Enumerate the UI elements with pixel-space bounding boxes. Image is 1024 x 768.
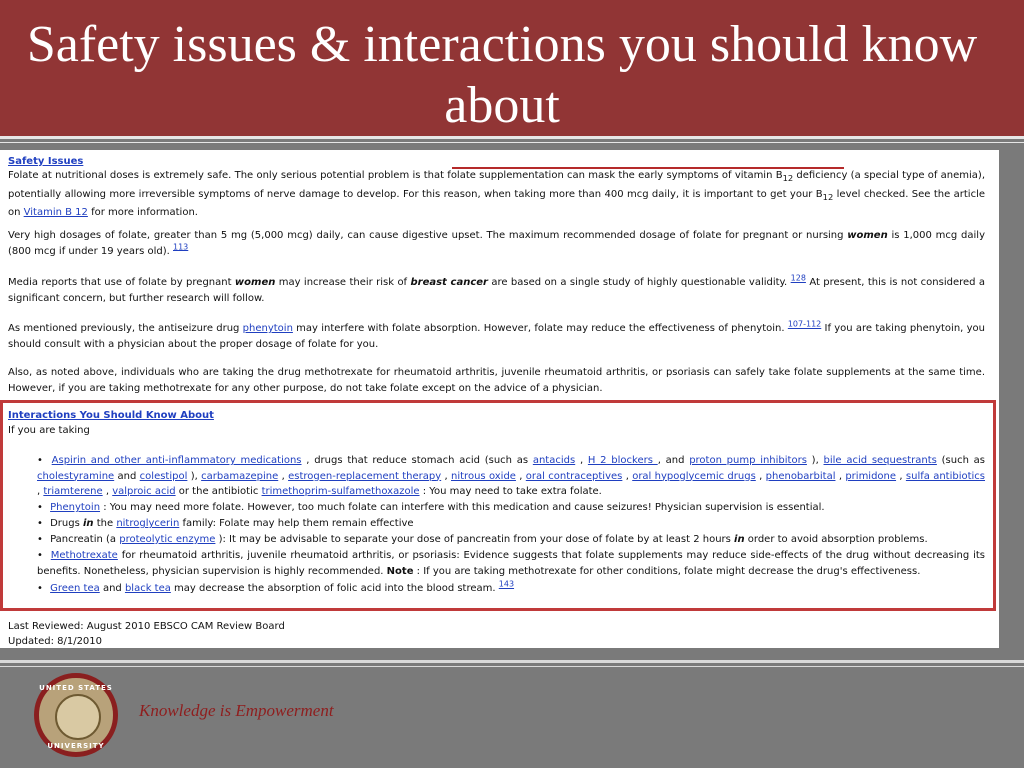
safety-paragraph-3: Media reports that use of folate by pregnant women may increase their risk of breast cancer are based on a single study of highly questionable validity. $^{128}$ At present, this is not considered a significant concern, but further research will follow.	[8, 273, 986, 304]
safety-paragraph-1: Folate at nutritional doses is extremely safe. The only serious potential problem is that folate supplementation can mask the early symptoms of vitamin $B_{12}$ deficiency (a special type of anemia), potentially allowing more irreversible symptoms of nerve damage to develop. For this reason, when taking more than 400 mcg daily, it is important to get your $B_{12}$ level checked. See the article on Vitamin B 12 for more information.	[8, 170, 985, 218]
sulfa-antibiotics-link[interactable]: sulfa antibiotics	[905, 470, 986, 482]
cholestyramine-link[interactable]: cholestyramine	[37, 470, 115, 482]
interaction-item-5: • Methotrexate for rheumatoid arthritis, juvenile rheumatoid arthritis, or psoriasis: Evidence suggests that folate supplements may reduce side-effects of the drug without decreasing its benefits. Nonetheless, physician supervision is highly recommended. Note : If you are taking methotrexate for other conditions, folate might decrease the drug's effectiveness.	[37, 548, 985, 579]
safety-paragraph-5: Also, as noted above, individuals who are taking the drug methotrexate for rheumatoid arthritis, juvenile rheumatoid arthritis, or psoriasis can safely take folate supplements at the same time. However, if you are taking methotrexate for any other purpose, do not take folate except on the advice of a physician.	[8, 367, 985, 394]
nitrous-oxide-link[interactable]: nitrous oxide	[451, 470, 516, 482]
bile-acid-sequestrants-link[interactable]: bile acid sequestrants	[823, 455, 937, 466]
seal-emblem-icon	[55, 694, 101, 740]
safety-paragraph-2: Very high dosages of folate, greater than 5 mg (5,000 mcg) daily, can cause digestive upset. The maximum recommended dosage of folate for pregnant or nursing women is 1,000 mcg daily (800 mcg if under 19 years old). $^{113}$	[8, 230, 985, 257]
green-tea-link[interactable]: Green tea	[50, 583, 100, 594]
phenytoin-item-link[interactable]: Phenytoin	[50, 502, 101, 513]
tagline: Knowledge is Empowerment	[139, 701, 334, 720]
oral-contraceptives-link[interactable]: oral contraceptives	[525, 470, 623, 482]
reference-107-112[interactable]: 107-112	[787, 319, 822, 329]
antacids-link[interactable]: antacids	[532, 455, 576, 466]
reference-128[interactable]: 128	[790, 273, 806, 283]
tmp-smx-link[interactable]: trimethoprim-sulfamethoxazole	[261, 486, 420, 497]
footer-divider	[0, 660, 1024, 663]
phenytoin-link[interactable]: phenytoin	[242, 323, 293, 334]
estrogen-therapy-link[interactable]: estrogen-replacement therapy	[288, 470, 442, 482]
interactions-heading[interactable]: Interactions You Should Know About	[8, 410, 214, 421]
safety-heading[interactable]: Safety Issues	[8, 156, 84, 167]
footer-divider-thin	[0, 666, 1024, 667]
primidone-link[interactable]: primidone	[845, 470, 897, 482]
nitroglycerin-link[interactable]: nitroglycerin	[116, 518, 180, 529]
reference-113[interactable]: 113	[173, 242, 189, 252]
proton-pump-inhibitors-link[interactable]: proton pump inhibitors	[689, 455, 807, 466]
triamterene-link[interactable]: triamterene	[43, 486, 103, 497]
article-screenshot	[0, 150, 999, 648]
carbamazepine-link[interactable]: carbamazepine	[201, 470, 279, 482]
methotrexate-link[interactable]: Methotrexate	[50, 550, 118, 561]
reference-143[interactable]: 143	[498, 579, 515, 589]
black-tea-link[interactable]: black tea	[124, 583, 171, 594]
interaction-item-6: • Green tea and black tea may decrease the absorption of folic acid into the blood stream. $^{143}$	[37, 581, 985, 597]
colestipol-link[interactable]: colestipol	[139, 470, 188, 482]
title-divider-thin	[0, 142, 1024, 143]
interaction-item-4: • Pancreatin (a proteolytic enzyme ): It may be advisable to separate your dose of pancreatin from your dose of folate by at least 2 hours in order to avoid absorption problems.	[37, 532, 985, 548]
university-seal-logo: UNITED STATES UNIVERSITY	[34, 673, 118, 757]
interaction-item-2: • Phenytoin : You may need more folate. However, too much folate can interfere with this medication and cause seizures! Physician supervision is essential.	[37, 500, 985, 516]
h2-blockers-link[interactable]: H 2 blockers	[587, 455, 658, 466]
updated-date: Updated: 8/1/2010	[8, 636, 103, 647]
safety-paragraph-4: As mentioned previously, the antiseizure drug phenytoin may interfere with folate absorption. However, folate may reduce the effectiveness of phenytoin. $^{107-112}$ If you are taking phenytoin, you should consult with a physician about the proper dosage of folate for you.	[8, 319, 985, 350]
interactions-intro: If you are taking	[8, 425, 90, 436]
proteolytic-enzyme-link[interactable]: proteolytic enzyme	[119, 534, 216, 545]
valproic-acid-link[interactable]: valproic acid	[112, 486, 176, 497]
page-title: Safety issues & interactions you should know about	[26, 16, 978, 134]
title-divider	[0, 136, 1024, 139]
vitamin-b12-link[interactable]: Vitamin B 12	[23, 207, 88, 218]
last-reviewed: Last Reviewed: August 2010 EBSCO CAM Review Board	[8, 621, 285, 632]
phenobarbital-link[interactable]: phenobarbital	[765, 470, 836, 482]
interaction-item-1: • Aspirin and other anti-inflammatory medications , drugs that reduce stomach acid (such as antacids , H 2 blockers , and proton pump inhibitors ), bile acid sequestrants (such as cholestyramine and colestipol ), carbamazepine , estrogen-replacement therapy , nitrous oxide , oral contraceptives , oral hypoglycemic drugs , phenobarbital , primidone , sulfa antibiotics , triamterene , valproic acid or the antibiotic trimethoprim-sulfamethoxazole : You may need to take extra folate.	[37, 453, 985, 500]
aspirin-link[interactable]: Aspirin and other anti-inflammatory medications	[51, 455, 302, 466]
oral-hypoglycemic-link[interactable]: oral hypoglycemic drugs	[632, 470, 756, 482]
interaction-item-3: • Drugs in the nitroglycerin family: Folate may help them remain effective	[37, 516, 985, 532]
